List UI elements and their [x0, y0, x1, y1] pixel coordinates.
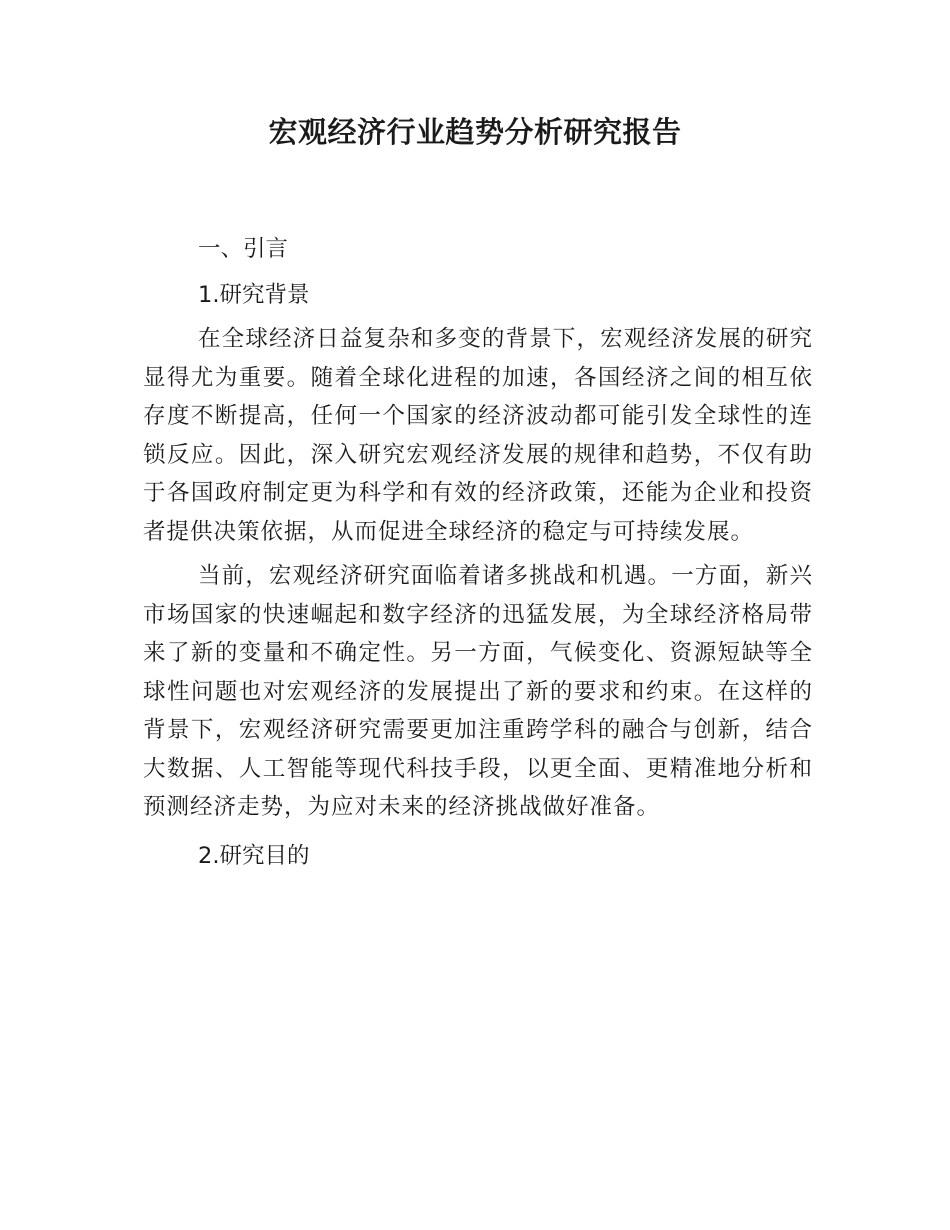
subsection-heading-research-purpose: 2.研究目的: [198, 842, 310, 869]
section-heading-introduction: 一、引言: [198, 236, 289, 262]
subsection-heading-research-background: 1.研究背景: [198, 282, 310, 308]
document-body: [143, 230, 813, 875]
paragraph-background-2: 当前，宏观经济研究面临着诸多挑战和机遇。一方面，新兴市场国家的快速崛起和数字经济的迅猛发展，为全球经济格局带来了新的变量和不确定性。另一方面，气候变化、资源短缺等全球性问题也对宏观经济的发展提出了新的要求和约束。在这样的背景下，宏观经济研究需要更加注重跨学科的融合与创新，结合大数据、人工智能等现代科技手段，以更全面、更精准地分析和预测经济走势，为应对未来的经济挑战做好准备。: [143, 563, 813, 820]
document-title: 宏观经济行业趋势分析研究报告: [268, 115, 682, 149]
paragraph-background-1: 在全球经济日益复杂和多变的背景下，宏观经济发展的研究显得尤为重要。随着全球化进程的加速，各国经济之间的相互依存度不断提高，任何一个国家的经济波动都可能引发全球性的连锁反应。因此，深入研究宏观经济发展的规律和趋势，不仅有助于各国政府制定更为科学和有效的经济政策，还能为企业和投资者提供决策依据，从而促进全球经济的稳定与可持续发展。: [143, 326, 813, 545]
